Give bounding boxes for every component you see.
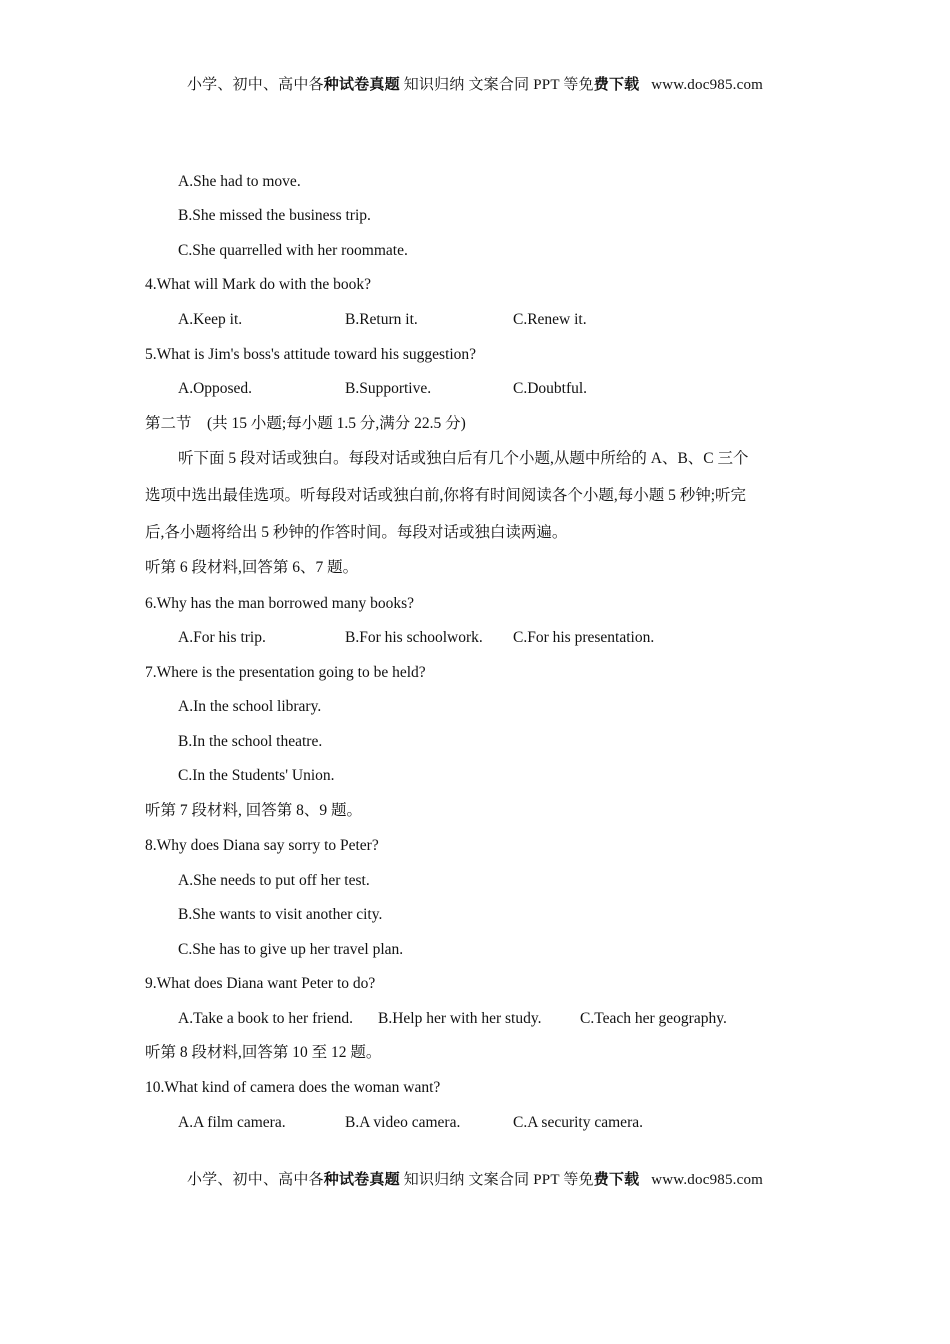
header-text: 小学、初中、高中各 bbox=[186, 77, 324, 93]
q10-option-c: C.A security camera. bbox=[513, 1114, 643, 1131]
material6-instruction: 听第 6 段材料,回答第 6、7 题。 bbox=[145, 559, 359, 576]
q3-option-c: C.She quarrelled with her roommate. bbox=[178, 242, 408, 259]
q7-question: 7.Where is the presentation going to be held? bbox=[145, 664, 426, 681]
q8-option-b: B.She wants to visit another city. bbox=[178, 906, 383, 923]
q8-option-a: A.She needs to put off her test. bbox=[178, 872, 370, 889]
footer-text: 小学、初中、高中各 bbox=[186, 1172, 324, 1188]
q5-option-c: C.Doubtful. bbox=[513, 380, 588, 397]
q6-question: 6.Why has the man borrowed many books? bbox=[145, 595, 415, 612]
q7-option-b: B.In the school theatre. bbox=[178, 733, 323, 750]
q3-option-b: B.She missed the business trip. bbox=[178, 207, 371, 224]
q5-option-a: A.Opposed. bbox=[178, 380, 253, 397]
q8-option-c: C.She has to give up her travel plan. bbox=[178, 941, 404, 958]
header-text-bold: 种试卷真题 bbox=[323, 77, 400, 93]
section2-instructions-line2: 选项中选出最佳选项。听每段对话或独白前,你将有时间阅读各个小题,每小题 5 秒钟;听完 bbox=[145, 487, 747, 504]
q8-question: 8.Why does Diana say sorry to Peter? bbox=[145, 837, 379, 854]
q6-option-a: A.For his trip. bbox=[178, 629, 266, 646]
q6-option-c: C.For his presentation. bbox=[513, 629, 655, 646]
q7-option-c: C.In the Students' Union. bbox=[178, 767, 335, 784]
header-site-link[interactable]: www.doc985.com bbox=[651, 77, 764, 93]
section2-instructions-line3: 后,各小题将给出 5 秒钟的作答时间。每段对话或独白读两遍。 bbox=[145, 524, 568, 541]
material8-instruction: 听第 8 段材料,回答第 10 至 12 题。 bbox=[145, 1044, 382, 1061]
page-footer bbox=[0, 1168, 950, 1189]
q4-question: 4.What will Mark do with the book? bbox=[145, 276, 371, 293]
footer-text-bold: 种试卷真题 bbox=[323, 1172, 400, 1188]
footer-site-link[interactable]: www.doc985.com bbox=[651, 1172, 764, 1188]
q9-option-a: A.Take a book to her friend. bbox=[178, 1010, 353, 1027]
q5-question: 5.What is Jim's boss's attitude toward his suggestion? bbox=[145, 346, 477, 363]
q9-option-c: C.Teach her geography. bbox=[580, 1010, 727, 1027]
q4-option-c: C.Renew it. bbox=[513, 311, 587, 328]
section2-instructions-line1: 听下面 5 段对话或独白。每段对话或独白后有几个小题,从题中所给的 A、B、C 三个 bbox=[178, 450, 749, 467]
q9-question: 9.What does Diana want Peter to do? bbox=[145, 975, 376, 992]
header-text-bold: 费下载 bbox=[593, 77, 640, 93]
header-text: 知识归纳 文案合同 PPT 等免 bbox=[399, 77, 594, 93]
material7-instruction: 听第 7 段材料, 回答第 8、9 题。 bbox=[145, 802, 363, 819]
q10-question: 10.What kind of camera does the woman want? bbox=[145, 1079, 441, 1096]
q3-option-a: A.She had to move. bbox=[178, 173, 301, 190]
footer-text-bold: 费下载 bbox=[593, 1172, 640, 1188]
q6-option-b: B.For his schoolwork. bbox=[345, 629, 483, 646]
q5-option-b: B.Supportive. bbox=[345, 380, 432, 397]
q4-option-b: B.Return it. bbox=[345, 311, 418, 328]
section2-heading: 第二节 (共 15 小题;每小题 1.5 分,满分 22.5 分) bbox=[145, 415, 466, 432]
page-header bbox=[0, 73, 950, 94]
footer-text: 知识归纳 文案合同 PPT 等免 bbox=[399, 1172, 594, 1188]
q9-option-b: B.Help her with her study. bbox=[378, 1010, 542, 1027]
q10-option-a: A.A film camera. bbox=[178, 1114, 286, 1131]
q10-option-b: B.A video camera. bbox=[345, 1114, 461, 1131]
q4-option-a: A.Keep it. bbox=[178, 311, 243, 328]
q7-option-a: A.In the school library. bbox=[178, 698, 322, 715]
